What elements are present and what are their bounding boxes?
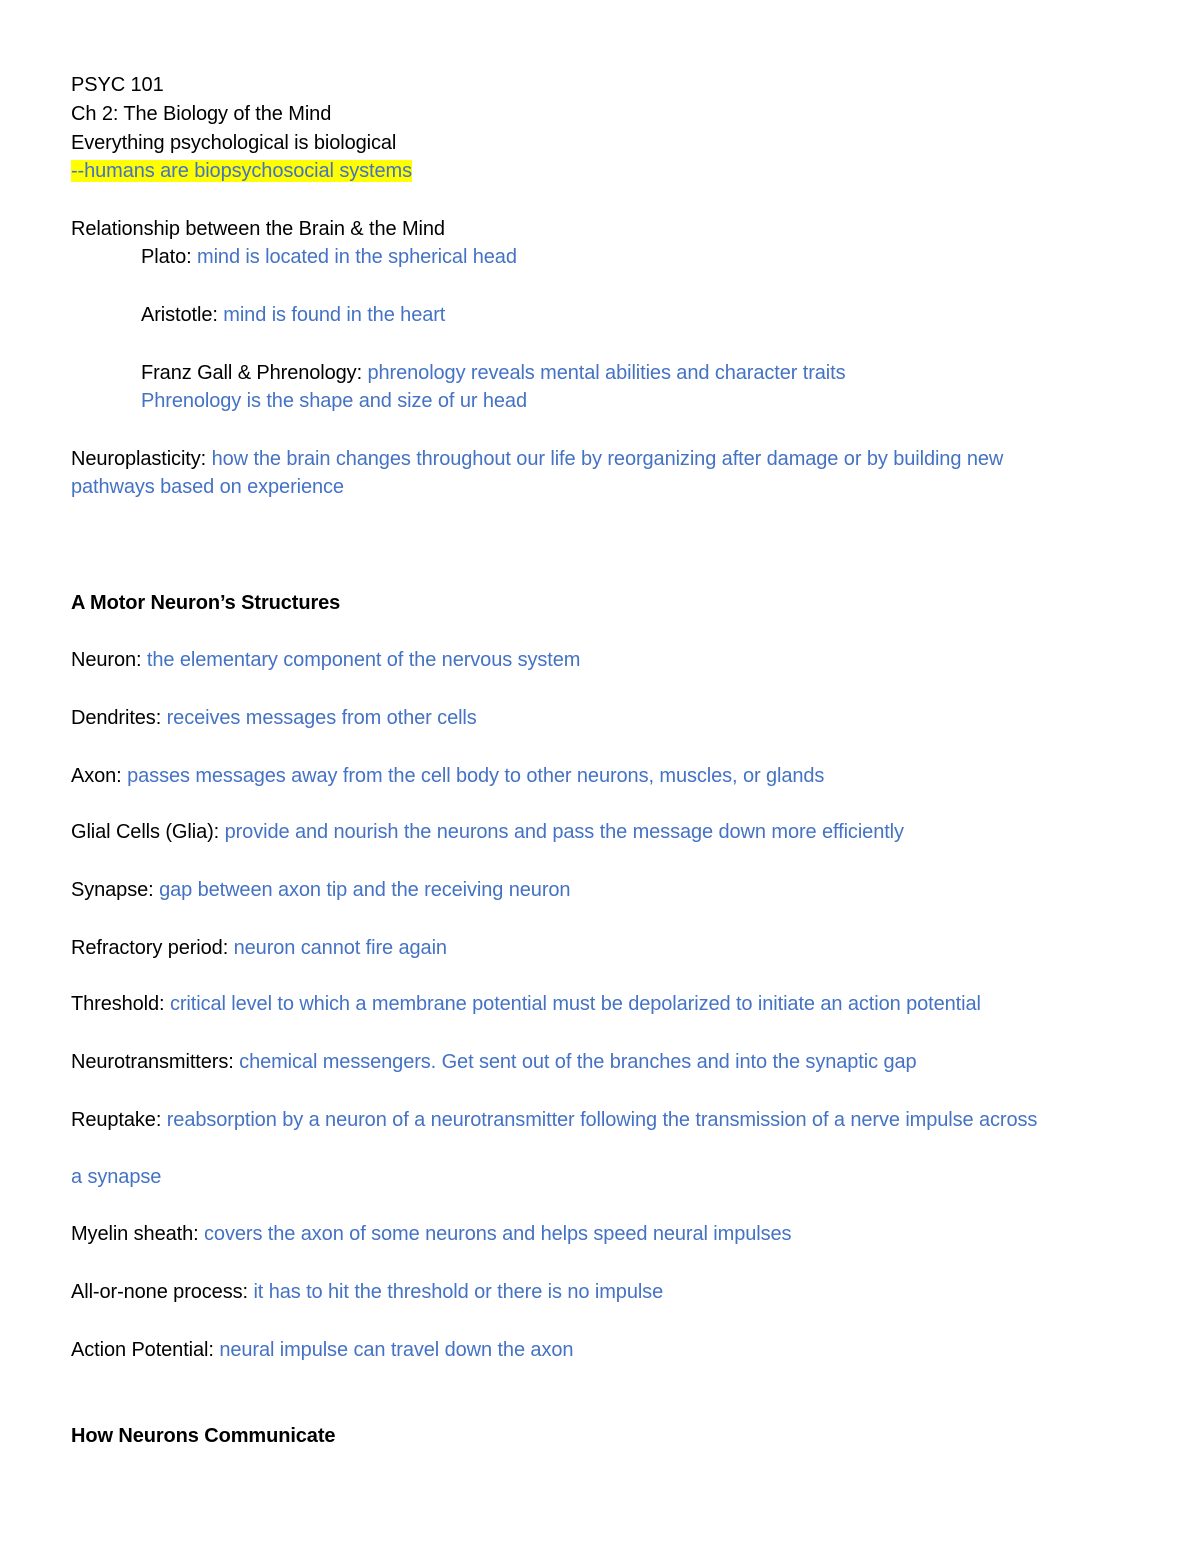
definition: neuron cannot fire again (233, 937, 447, 959)
thesis-note (71, 157, 412, 185)
definition: mind is found in the heart (223, 304, 446, 326)
definition-item (71, 1336, 573, 1364)
highlighted-note: --humans are biopsychosocial systems (71, 160, 412, 182)
term: Myelin sheath: (71, 1223, 199, 1245)
definition: it has to hit the threshold or there is no impulse (253, 1281, 664, 1303)
motor-neuron-heading: A Motor Neuron’s Structures (71, 592, 341, 614)
term: Threshold: (71, 993, 165, 1015)
definition-item (71, 818, 904, 846)
definition-item (71, 704, 477, 732)
definition-item (71, 762, 824, 790)
neuroplasticity-entry (71, 445, 1003, 473)
term: Plato: (141, 246, 192, 268)
term: Action Potential: (71, 1339, 214, 1361)
definition-item (71, 1048, 917, 1076)
term: Neuroplasticity: (71, 448, 207, 470)
definition: gap between axon tip and the receiving neuron (159, 879, 571, 901)
definition: chemical messengers. Get sent out of the branches and into the synaptic gap (239, 1051, 917, 1073)
gall-entry (141, 359, 846, 387)
communicate-heading: How Neurons Communicate (71, 1425, 336, 1447)
term: Glial Cells (Glia): (71, 821, 220, 843)
chapter-title: Ch 2: The Biology of the Mind (71, 103, 332, 125)
definition-item (71, 934, 447, 962)
term: Franz Gall & Phrenology: (141, 362, 363, 384)
definition: phrenology reveals mental abilities and character traits (367, 362, 846, 384)
term: Refractory period: (71, 937, 229, 959)
term: Reuptake: (71, 1109, 162, 1131)
definition-item (71, 646, 580, 674)
term: Synapse: (71, 879, 154, 901)
definition: how the brain changes throughout our life by reorganizing after damage or by building new (211, 448, 1004, 470)
definition: reabsorption by a neuron of a neurotransmitter following the transmission of a nerve impulse across (166, 1109, 1038, 1131)
term: Aristotle: (141, 304, 218, 326)
definition: passes messages away from the cell body to other neurons, muscles, or glands (127, 765, 825, 787)
brain-mind-heading: Relationship between the Brain & the Mind (71, 218, 445, 240)
definition-item (71, 1220, 791, 1248)
definition-item (71, 1278, 663, 1306)
plato-entry (141, 243, 517, 271)
course-title: PSYC 101 (71, 74, 164, 96)
term: Dendrites: (71, 707, 162, 729)
aristotle-entry (141, 301, 445, 329)
term: All-or-none process: (71, 1281, 248, 1303)
gall-entry-continued: Phrenology is the shape and size of ur head (141, 390, 527, 412)
definition-item (71, 876, 570, 904)
term: Axon: (71, 765, 122, 787)
definition: the elementary component of the nervous system (146, 649, 581, 671)
definition: neural impulse can travel down the axon (219, 1339, 574, 1361)
definition: provide and nourish the neurons and pass the message down more efficiently (224, 821, 904, 843)
definition: receives messages from other cells (166, 707, 477, 729)
thesis-line: Everything psychological is biological (71, 132, 397, 154)
definition: covers the axon of some neurons and helps speed neural impulses (204, 1223, 792, 1245)
definition-continued: a synapse (71, 1166, 162, 1188)
definition-item (71, 990, 981, 1018)
term: Neurotransmitters: (71, 1051, 234, 1073)
definition-item (71, 1106, 1037, 1134)
term: Neuron: (71, 649, 142, 671)
definition: critical level to which a membrane potential must be depolarized to initiate an action potential (169, 993, 981, 1015)
neuroplasticity-continued: pathways based on experience (71, 476, 344, 498)
definition: mind is located in the spherical head (197, 246, 517, 268)
